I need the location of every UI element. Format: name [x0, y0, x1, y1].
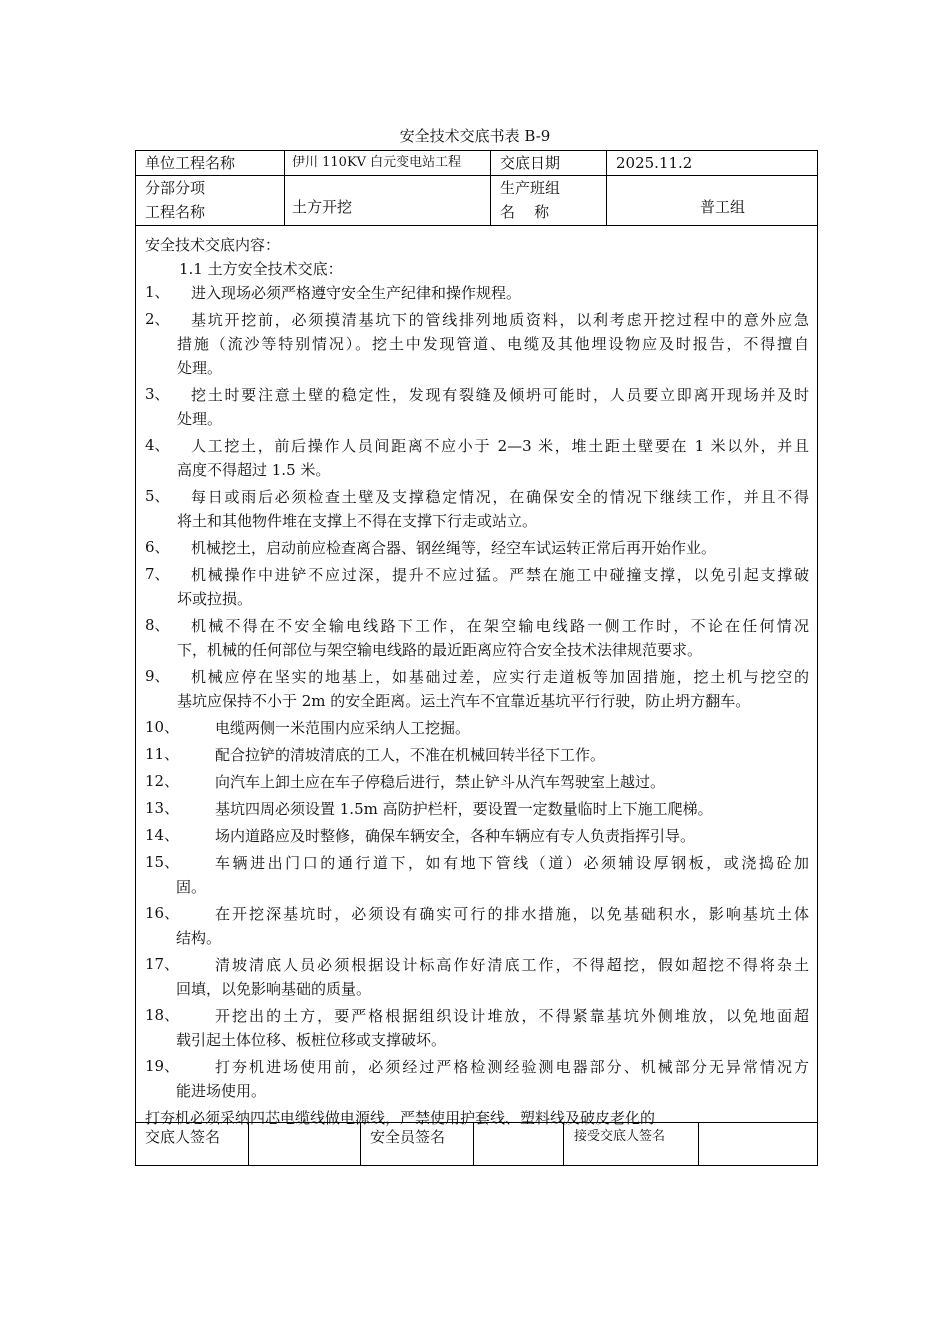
team-label-line1: 生产班组 [500, 179, 561, 197]
col-divider-3 [606, 151, 607, 225]
safety-briefing-form [135, 150, 818, 1166]
giver-signature-label: 交底人签名 [145, 1128, 221, 1146]
briefing-item-16 [145, 902, 809, 950]
item-number: 12、 [145, 772, 180, 790]
item-text-line: 将土和其他物件堆在支撑上不得在支撑下行走或站立。 [177, 512, 538, 530]
item-text-line: 基坑应保持不小于 2m 的安全距离。运土汽车不宜靠近基坑平行行驶，防止坍方翻车。 [177, 692, 751, 710]
item-number: 18、 [145, 1006, 180, 1024]
col-divider-1 [284, 151, 285, 225]
item-text-line: 每日或雨后必须检查土壁及支撑稳定情况，在确保安全的情况下继续工作，并且不得 [191, 488, 809, 506]
item-text-line: 机械操作中进铲不应过深，提升不应过猛。严禁在施工中碰撞支撑，以免引起支撑破 [191, 566, 809, 584]
item-text-line: 人工挖土，前后操作人员间距离不应小于 2—3 米，堆土距土壁要在 1 米以外，并且 [191, 437, 809, 455]
safety-officer-signature-label: 安全员签名 [370, 1128, 446, 1146]
item-number: 4、 [145, 436, 170, 454]
item-text-line: 措施（流沙等特别情况）。挖土中发现管道、电缆及其他埋设物应及时报告，不得擅自 [177, 335, 809, 353]
row-divider-2 [136, 225, 817, 226]
item-text-line: 基坑开挖前，必须摸清基坑下的管线排列地质资料，以利考虑开挖过程中的意外应急 [191, 311, 809, 329]
item-text-line: 在开挖深基坑时，必须设有确实可行的排水措施，以免基础积水，影响基坑土体 [215, 905, 809, 923]
item-text-line: 机械应停在坚实的地基上，如基础过差，应实行走道板等加固措施，挖土机与挖空的 [191, 668, 809, 686]
item-text-line: 回填，以免影响基础的质量。 [176, 980, 372, 998]
briefing-item-9 [145, 665, 809, 713]
briefing-item-18 [145, 1004, 809, 1052]
briefing-item-17 [145, 953, 809, 1001]
briefing-content [145, 233, 809, 1130]
briefing-item-13 [145, 797, 809, 821]
briefing-item-3 [145, 383, 809, 431]
item-number: 16、 [145, 904, 180, 922]
content-subheading: 1.1 土方安全技术交底： [179, 260, 343, 278]
briefing-item-10 [145, 716, 809, 740]
item-number: 3、 [145, 385, 170, 403]
item-text-line: 场内道路应及时整修，确保车辆安全，各种车辆应有专人负责指挥引导。 [215, 827, 696, 845]
form-title: 安全技术交底书表 B-9 [399, 127, 551, 145]
receiver-signature-field[interactable] [704, 1125, 812, 1161]
item-text-line: 基坑四周必须设置 1.5m 高防护栏杆，要设置一定数量临时上下施工爬梯。 [215, 800, 713, 818]
item-text-line: 机械挖土，启动前应检查离合器、钢丝绳等，经空车试运转正常后再开始作业。 [191, 539, 717, 557]
content-heading: 安全技术交底内容： [145, 236, 281, 254]
col-divider-2 [490, 151, 491, 225]
sub-project-value: 土方开挖 [292, 198, 353, 216]
briefing-item-5 [145, 485, 809, 533]
item-text-line: 向汽车上卸土应在车子停稳后进行，禁止铲斗从汽车驾驶室上越过。 [215, 773, 666, 791]
briefing-item-7 [145, 563, 809, 611]
item-text-line: 挖土时要注意土壁的稳定性，发现有裂缝及倾坍可能时，人员要立即离开现场并及时 [191, 386, 809, 404]
briefing-item-4 [145, 434, 809, 482]
briefing-item-6 [145, 536, 809, 560]
item-text-line: 车辆进出门口的通行道下，如有地下管线（道）必须辅设厚钢板，或浇捣砼加 [215, 854, 809, 872]
item-number: 7、 [145, 565, 170, 583]
briefing-item-8 [145, 614, 809, 662]
team-value: 普工组 [700, 198, 746, 216]
briefing-item-12 [145, 770, 809, 794]
item-text-line: 能进场使用。 [176, 1082, 267, 1100]
item-text-line: 下，机械的任何部位与架空输电线路的最近距离应符合安全技术法律规范要求。 [177, 641, 703, 659]
briefing-item-14 [145, 824, 809, 848]
unit-project-label: 单位工程名称 [145, 154, 236, 172]
receiver-signature-label: 接受交底人签名 [574, 1129, 666, 1144]
item-text-line: 载引起土体位移、板桩位移或支撑破坏。 [176, 1031, 447, 1049]
giver-signature-field[interactable] [254, 1125, 354, 1161]
item-text-line: 进入现场必须严格遵守安全生产纪律和操作规程。 [191, 284, 522, 302]
briefing-item-2 [145, 308, 809, 380]
item-number: 8、 [145, 616, 170, 634]
content-tail: 打夯机必须采纳四芯电缆线做电源线，严禁使用护套线、塑料线及破皮老化的 [145, 1109, 656, 1127]
briefing-item-15 [145, 851, 809, 899]
unit-project-value: 伊川 110KV 白元变电站工程 [292, 155, 462, 170]
item-text-line: 清坡清底人员必须根据设计标高作好清底工作，不得超挖，假如超挖不得将杂土 [215, 956, 809, 974]
briefing-item-19 [145, 1055, 809, 1103]
item-text-line: 坏或拉损。 [177, 590, 253, 608]
briefing-item-11 [145, 743, 809, 767]
safety-officer-signature-field[interactable] [479, 1125, 559, 1161]
item-text-line: 高度不得超过 1.5 米。 [177, 461, 331, 479]
item-number: 13、 [145, 799, 180, 817]
item-text-line: 开挖出的土方，要严格根据组织设计堆放，不得紧靠基坑外侧堆放，以免地面超 [215, 1007, 809, 1025]
briefing-date-value: 2025.11.2 [616, 154, 693, 172]
item-number: 5、 [145, 487, 170, 505]
item-text-line: 打夯机进场使用前，必须经过严格检测经验测电器部分、机械部分无异常情况方 [215, 1058, 809, 1076]
briefing-items [145, 281, 809, 1103]
item-number: 14、 [145, 826, 180, 844]
item-text-line: 电缆两侧一米范围内应采纳人工挖掘。 [215, 719, 471, 737]
item-number: 15、 [145, 853, 180, 871]
item-text-line: 配合拉铲的清坡清底的工人，不准在机械回转半径下工作。 [215, 746, 606, 764]
item-number: 2、 [145, 310, 170, 328]
item-number: 10、 [145, 718, 180, 736]
item-text-line: 处理。 [177, 410, 223, 428]
item-text-line: 固。 [176, 878, 207, 896]
briefing-item-1 [145, 281, 809, 305]
item-number: 17、 [145, 955, 180, 973]
briefing-date-label: 交底日期 [500, 154, 561, 172]
item-number: 6、 [145, 538, 170, 556]
item-text-line: 结构。 [176, 929, 222, 947]
item-text-line: 处理。 [177, 359, 223, 377]
sub-project-label-line2: 工程名称 [145, 203, 206, 221]
item-number: 1、 [145, 283, 170, 301]
sub-project-label-line1: 分部分项 [145, 179, 206, 197]
team-label-line2: 名 称 [500, 203, 550, 221]
row-divider-1 [136, 175, 817, 176]
item-number: 11、 [145, 745, 180, 763]
item-number: 9、 [145, 667, 170, 685]
item-number: 19、 [145, 1057, 180, 1075]
item-text-line: 机械不得在不安全输电线路下工作，在架空输电线路一侧工作时，不论在任何情况 [191, 617, 809, 635]
